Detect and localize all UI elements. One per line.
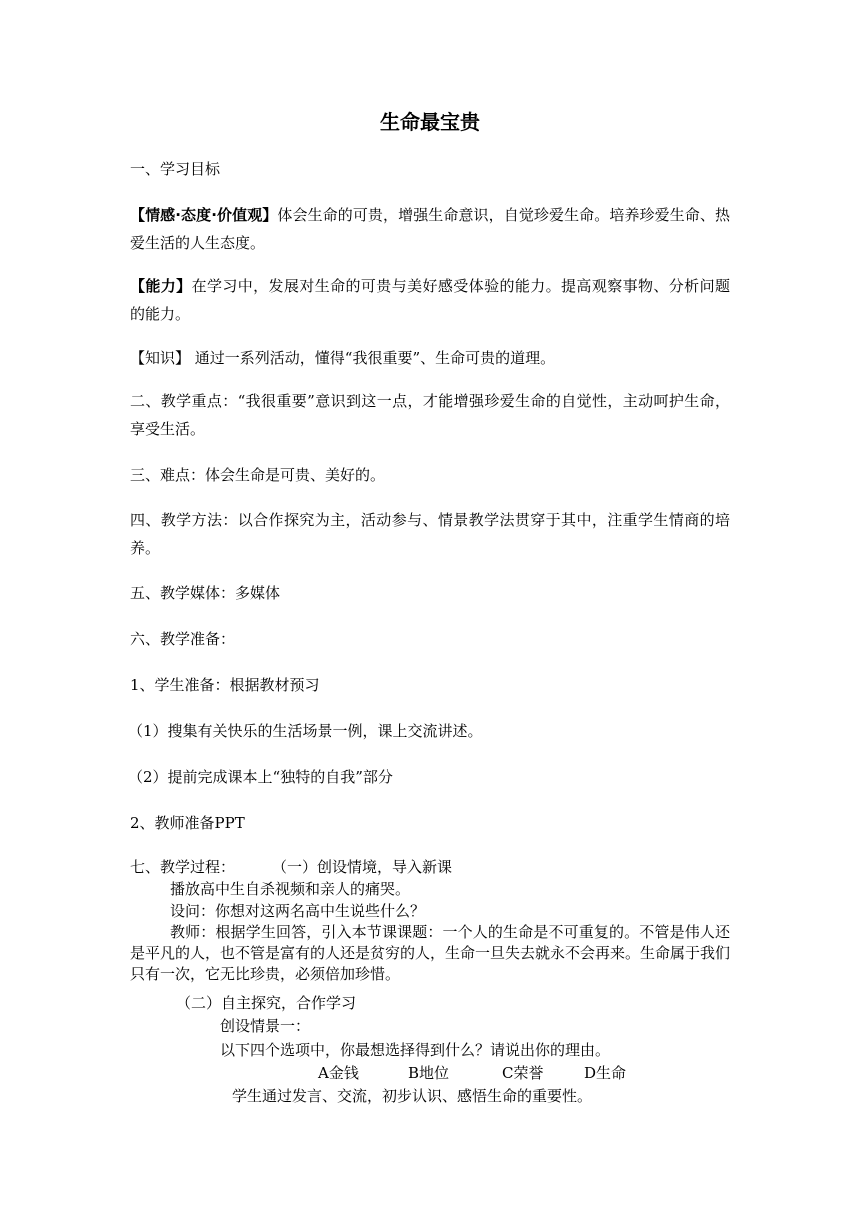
option-b: B地位 — [408, 1064, 450, 1082]
goal-emotion — [130, 201, 730, 257]
goal-emotion-text: 体会生命的可贵，增强生命意识，自觉珍爱生命。培养珍爱生命、热爱生活的人生态度。 — [130, 206, 730, 252]
option-c: C荣誉 — [502, 1064, 544, 1082]
scene-one: 创设情景一： — [220, 1017, 311, 1035]
goal-ability-text: 在学习中，发展对生命的可贵与美好感受体验的能力。提高观察事物、分析问题的能力。 — [130, 277, 730, 323]
option-d: D生命 — [584, 1064, 627, 1082]
section-key-points: 二、教学重点：“我很重要”意识到这一点，才能增强珍爱生命的自觉性，主动呵护生命，享受生活。 — [130, 392, 730, 438]
goal-knowledge-label: 【知识】 — [130, 349, 191, 367]
scene-question: 以下四个选项中，你最想选择得到什么？请说出你的理由。 — [220, 1041, 611, 1059]
option-a: A金钱 — [318, 1064, 359, 1082]
section-preparation: 六、教学准备： — [130, 630, 236, 648]
section-media: 五、教学媒体：多媒体 — [130, 584, 281, 602]
goal-knowledge-text: 通过一系列活动，懂得“我很重要”、生命可贵的道理。 — [190, 349, 556, 367]
goal-ability — [130, 272, 730, 328]
process-line-question: 设问：你想对这两名高中生说些什么？ — [170, 902, 426, 920]
document-title: 生命最宝贵 — [380, 110, 480, 134]
prep-student-item-2: （2）提前完成课本上“独特的自我”部分 — [128, 768, 393, 786]
prep-teacher: 2、教师准备PPT — [130, 814, 245, 832]
scene-summary: 学生通过发言、交流，初步认识、感悟生命的重要性。 — [232, 1087, 593, 1105]
process-step-1: （一）创设情境，导入新课 — [272, 858, 453, 876]
prep-student-item-1: （1）搜集有关快乐的生活场景一例，课上交流讲述。 — [128, 722, 483, 740]
section-process: 七、教学过程： — [130, 858, 236, 876]
goal-knowledge — [130, 344, 730, 372]
process-line-video: 播放高中生自杀视频和亲人的痛哭。 — [170, 880, 411, 898]
process-teacher-paragraph: 教师：根据学生回答，引入本节课课题：一个人的生命是不可重复的。不管是伟人还是平凡的人，也不管是富有的人还是贫穷的人，生命一旦失去就永不会再来。生命属于我们只有一次，它无比珍贵，必须倍加珍惜。 — [130, 923, 731, 983]
section-learning-goals: 一、学习目标 — [130, 160, 221, 178]
section-difficulty: 三、难点：体会生命是可贵、美好的。 — [130, 466, 386, 484]
goal-emotion-label: 【情感·态度·价值观】 — [130, 206, 278, 224]
prep-student: 1、学生准备：根据教材预习 — [130, 676, 320, 694]
section-methods: 四、教学方法：以合作探究为主，活动参与、情景教学法贯穿于其中，注重学生情商的培养。 — [130, 511, 730, 557]
goal-ability-label: 【能力】 — [130, 277, 192, 295]
process-step-2: （二）自主探究，合作学习 — [176, 994, 357, 1012]
